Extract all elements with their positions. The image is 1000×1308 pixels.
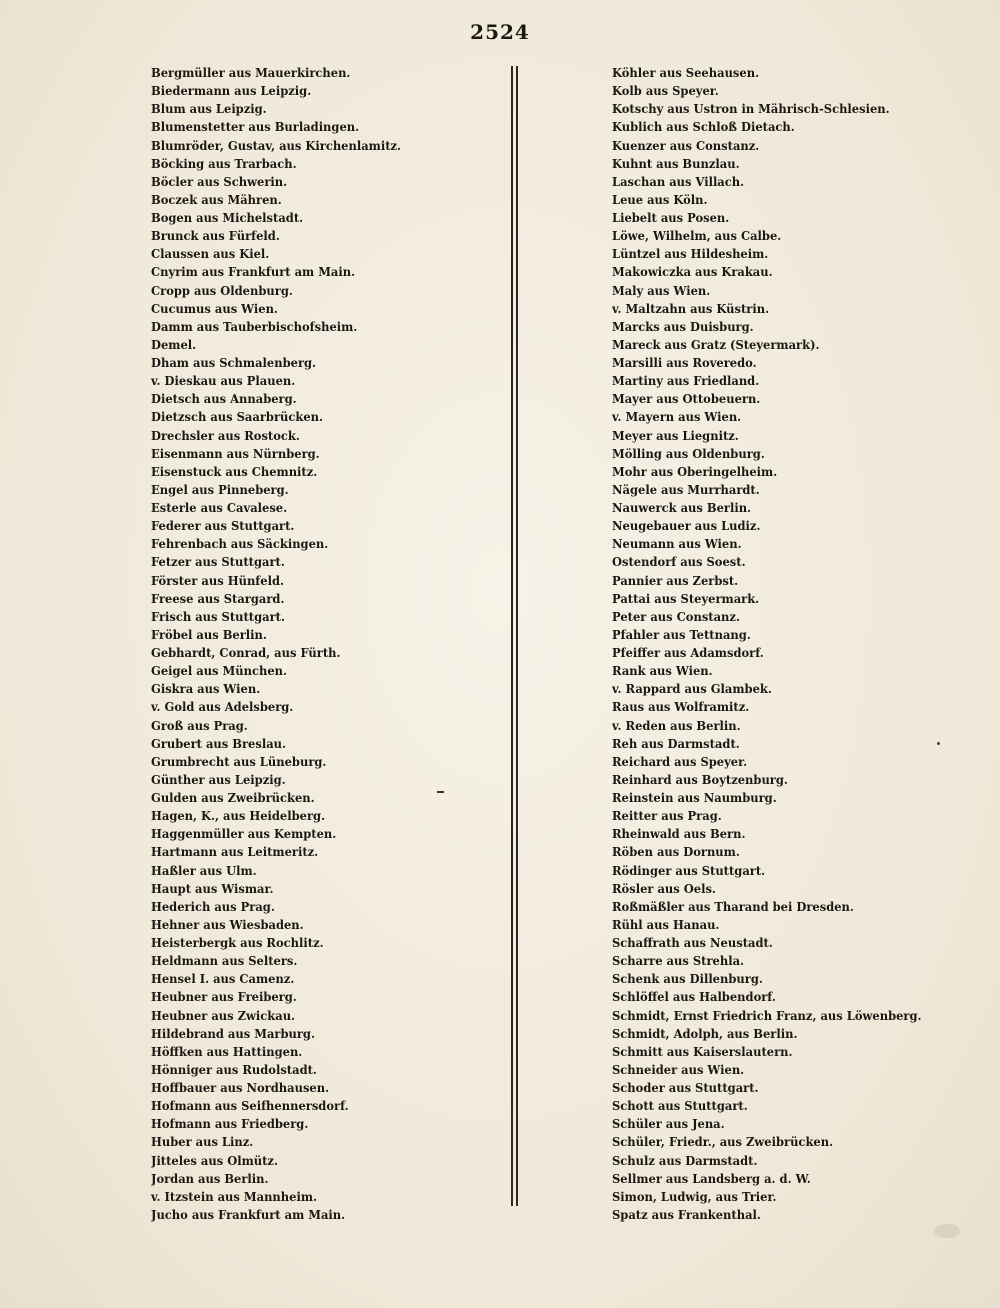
column-divider-rule	[511, 66, 513, 1206]
name-entry: Rheinwald aus Bern.	[612, 826, 746, 842]
name-entry: Laschan aus Villach.	[612, 173, 745, 189]
right-name-column	[612, 64, 992, 1224]
name-entry: Esterle aus Cavalese.	[151, 500, 288, 515]
name-entry: Löwe, Wilhelm, aus Calbe.	[612, 228, 782, 244]
name-entry: Hönniger aus Rudolstadt.	[151, 1061, 317, 1077]
name-entry: Schulz aus Darmstadt.	[612, 1152, 758, 1168]
name-entry: Liebelt aus Posen.	[612, 210, 730, 225]
name-entry: Kuenzer aus Constanz.	[612, 137, 760, 153]
name-entry: Kuhnt aus Bunzlau.	[612, 155, 740, 171]
name-entry: Schüler, Friedr., aus Zweibrücken.	[612, 1134, 834, 1150]
name-entry: Heubner aus Zwickau.	[151, 1007, 296, 1023]
name-entry: Günther aus Leipzig.	[151, 771, 286, 787]
name-entry: Dietsch aus Annaberg.	[151, 391, 297, 407]
name-entry: Mayer aus Ottobeuern.	[612, 391, 761, 407]
name-entry: Bergmüller aus Mauerkirchen.	[151, 65, 351, 80]
name-entry: Gebhardt, Conrad, aus Fürth.	[151, 645, 341, 660]
name-entry: Cropp aus Oldenburg.	[151, 282, 293, 298]
name-entry: Hildebrand aus Marburg.	[151, 1025, 315, 1041]
name-entry: Kotschy aus Ustron in Mährisch-Schlesien.	[612, 101, 890, 117]
name-entry: Reinstein aus Naumburg.	[612, 790, 777, 805]
name-entry: Fröbel aus Berlin.	[151, 626, 267, 642]
name-entry: Hoffbauer aus Nordhausen.	[151, 1080, 330, 1095]
name-entry: Schmidt, Ernst Friedrich Franz, aus Löwenberg.	[612, 1007, 922, 1023]
name-entry: Giskra aus Wien.	[151, 681, 261, 697]
name-entry: Mölling aus Oldenburg.	[612, 445, 765, 461]
name-entry: Meyer aus Liegnitz.	[612, 427, 739, 443]
name-entry: Jordan aus Berlin.	[151, 1170, 269, 1186]
name-entry: Schüler aus Jena.	[612, 1116, 725, 1132]
name-entry: Cucumus aus Wien.	[151, 300, 278, 316]
name-entry: Hehner aus Wiesbaden.	[151, 916, 304, 932]
name-entry: Bogen aus Michelstadt.	[151, 210, 304, 225]
print-dot-mark	[937, 742, 940, 745]
name-entry: Jucho aus Frankfurt am Main.	[151, 1206, 346, 1222]
name-entry: Schenk aus Dillenburg.	[612, 971, 763, 987]
name-entry: Brunck aus Fürfeld.	[151, 228, 280, 244]
name-entry: Hagen, K., aus Heidelberg.	[151, 808, 326, 824]
name-entry: Federer aus Stuttgart.	[151, 518, 295, 534]
name-entry: Reichard aus Speyer.	[612, 753, 748, 769]
name-entry: Simon, Ludwig, aus Trier.	[612, 1188, 777, 1204]
name-entry: Dham aus Schmalenberg.	[151, 355, 317, 370]
name-entry: Dietzsch aus Saarbrücken.	[151, 409, 324, 425]
name-entry: Schlöffel aus Halbendorf.	[612, 989, 776, 1005]
name-entry: Raus aus Wolframitz.	[612, 699, 750, 715]
name-entry: Jitteles aus Olmütz.	[151, 1152, 278, 1168]
name-entry: Rühl aus Hanau.	[612, 916, 720, 932]
name-entry: Marcks aus Duisburg.	[612, 318, 754, 334]
name-entry: Heisterbergk aus Rochlitz.	[151, 935, 324, 950]
name-entry: Schoder aus Stuttgart.	[612, 1080, 759, 1095]
name-entry: Leue aus Köln.	[612, 191, 708, 207]
name-entry: Fehrenbach aus Säckingen.	[151, 536, 329, 552]
name-entry: Fetzer aus Stuttgart.	[151, 554, 285, 570]
name-entry: Nauwerck aus Berlin.	[612, 500, 752, 515]
name-entry: Reh aus Darmstadt.	[612, 735, 740, 751]
name-entry: Lüntzel aus Hildesheim.	[612, 246, 769, 262]
name-entry: Scharre aus Strehla.	[612, 953, 745, 969]
name-entry: Schott aus Stuttgart.	[612, 1098, 748, 1114]
left-name-column	[151, 64, 501, 1224]
name-entry: Martiny aus Friedland.	[612, 373, 760, 389]
name-entry: v. Mayern aus Wien.	[612, 409, 742, 425]
name-entry: Frisch aus Stuttgart.	[151, 608, 286, 624]
name-entry: Mohr aus Oberingelheim.	[612, 463, 778, 479]
name-entry: Schaffrath aus Neustadt.	[612, 935, 773, 950]
name-entry: Haßler aus Ulm.	[151, 862, 257, 878]
name-entry: Kolb aus Speyer.	[612, 83, 719, 99]
name-entry: Pfahler aus Tettnang.	[612, 626, 751, 642]
name-entry: Neumann aus Wien.	[612, 536, 742, 552]
name-entry: Höffken aus Hattingen.	[151, 1043, 303, 1059]
print-dash-mark	[437, 791, 444, 793]
name-entry: Grumbrecht aus Lüneburg.	[151, 753, 327, 769]
name-entry: Cnyrim aus Frankfurt am Main.	[151, 264, 356, 280]
name-entry: Freese aus Stargard.	[151, 590, 285, 606]
name-entry: Peter aus Constanz.	[612, 608, 740, 624]
name-entry: Drechsler aus Rostock.	[151, 427, 300, 443]
name-entry: Grubert aus Breslau.	[151, 735, 287, 751]
name-entry: Rösler aus Oels.	[612, 880, 716, 896]
name-entry: Hofmann aus Friedberg.	[151, 1116, 309, 1132]
name-entry: Neugebauer aus Ludiz.	[612, 518, 761, 534]
name-entry: Eisenstuck aus Chemnitz.	[151, 463, 318, 479]
name-entry: Heldmann aus Selters.	[151, 953, 298, 969]
name-entry: v. Gold aus Adelsberg.	[151, 699, 294, 715]
name-entry: Böcler aus Schwerin.	[151, 173, 288, 189]
name-entry: Groß aus Prag.	[151, 717, 248, 733]
name-entry: Huber aus Linz.	[151, 1134, 254, 1150]
name-entry: Böcking aus Trarbach.	[151, 155, 297, 171]
name-entry: Hartmann aus Leitmeritz.	[151, 844, 319, 860]
name-entry: Claussen aus Kiel.	[151, 246, 270, 262]
name-entry: Haggenmüller aus Kempten.	[151, 826, 337, 842]
name-entry: Blum aus Leipzig.	[151, 101, 267, 117]
name-entry: Heubner aus Freiberg.	[151, 989, 297, 1005]
name-entry: Blumröder, Gustav, aus Kirchenlamitz.	[151, 137, 402, 153]
name-entry: Schmitt aus Kaiserslautern.	[612, 1043, 793, 1059]
name-entry: Biedermann aus Leipzig.	[151, 83, 312, 99]
name-entry: Reinhard aus Boytzenburg.	[612, 771, 788, 787]
name-entry: Ostendorf aus Soest.	[612, 554, 746, 570]
name-entry: Gulden aus Zweibrücken.	[151, 790, 315, 805]
name-entry: Geigel aus München.	[151, 663, 288, 679]
name-entry: Pfeiffer aus Adamsdorf.	[612, 645, 764, 660]
name-entry: Eisenmann aus Nürnberg.	[151, 445, 320, 461]
name-entry: v. Maltzahn aus Küstrin.	[612, 300, 770, 316]
name-entry: Rank aus Wien.	[612, 663, 713, 679]
name-entry: Köhler aus Seehausen.	[612, 65, 760, 80]
column-divider-rule	[516, 66, 518, 1206]
name-entry: Boczek aus Mähren.	[151, 191, 282, 207]
name-entry: Reitter aus Prag.	[612, 808, 722, 824]
name-entry: Makowiczka aus Krakau.	[612, 264, 773, 280]
name-entry: Mareck aus Gratz (Steyermark).	[612, 336, 820, 352]
name-entry: Blumenstetter aus Burladingen.	[151, 119, 360, 135]
name-entry: Haupt aus Wismar.	[151, 880, 274, 896]
name-entry: Hensel I. aus Camenz.	[151, 971, 295, 987]
name-entry: Sellmer aus Landsberg a. d. W.	[612, 1170, 811, 1186]
name-entry: Maly aus Wien.	[612, 282, 711, 298]
name-entry: Spatz aus Frankenthal.	[612, 1206, 761, 1222]
name-entry: v. Itzstein aus Mannheim.	[151, 1188, 318, 1204]
name-entry: Rödinger aus Stuttgart.	[612, 862, 766, 878]
name-entry: v. Rappard aus Glambek.	[612, 681, 772, 697]
paper-smudge	[934, 1224, 960, 1238]
name-entry: v. Reden aus Berlin.	[612, 717, 741, 733]
name-entry: Pattai aus Steyermark.	[612, 590, 760, 606]
name-entry: Röben aus Dornum.	[612, 844, 740, 860]
name-entry: Schmidt, Adolph, aus Berlin.	[612, 1025, 798, 1041]
name-entry: Förster aus Hünfeld.	[151, 572, 284, 588]
name-entry: Marsilli aus Roveredo.	[612, 355, 757, 370]
page-number: 2524	[470, 20, 530, 44]
name-entry: Kublich aus Schloß Dietach.	[612, 119, 795, 135]
name-entry: Hederich aus Prag.	[151, 898, 275, 914]
name-entry: v. Dieskau aus Plauen.	[151, 373, 296, 389]
name-entry: Engel aus Pinneberg.	[151, 481, 289, 497]
name-entry: Pannier aus Zerbst.	[612, 572, 739, 588]
name-entry: Hofmann aus Seifhennersdorf.	[151, 1098, 349, 1114]
name-entry: Nägele aus Murrhardt.	[612, 481, 760, 497]
name-entry: Demel.	[151, 336, 197, 352]
name-entry: Roßmäßler aus Tharand bei Dresden.	[612, 898, 854, 914]
name-entry: Damm aus Tauberbischofsheim.	[151, 318, 358, 334]
name-entry: Schneider aus Wien.	[612, 1061, 745, 1077]
